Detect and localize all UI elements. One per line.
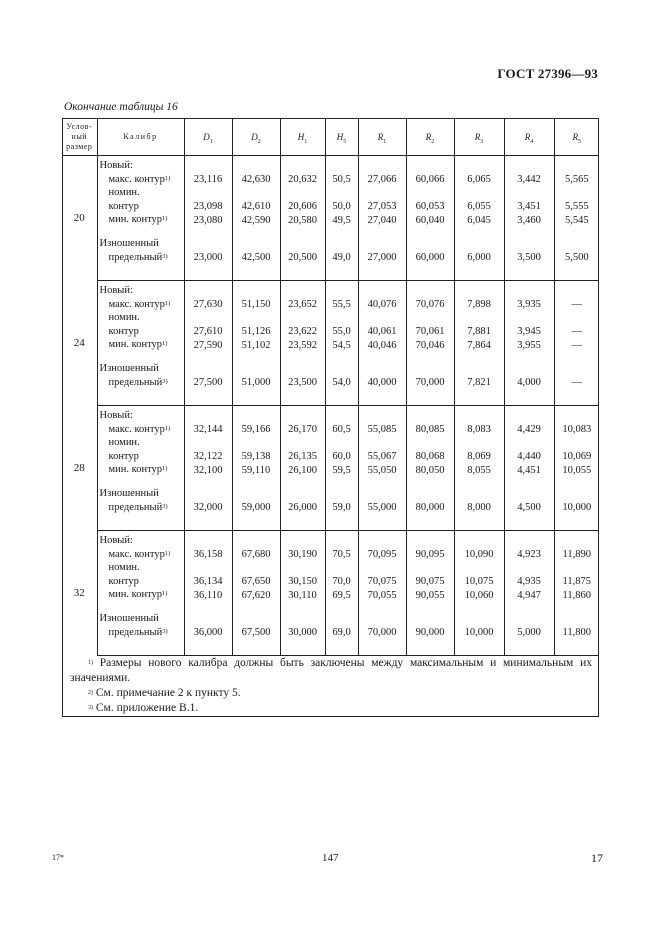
value-min: 11,860 (562, 589, 591, 601)
value-nominal: 70,0 (332, 576, 351, 587)
value-min: 40,046 (367, 339, 397, 351)
value-nominal: 55,067 (367, 451, 397, 462)
footer-standard-page: 17 (591, 851, 603, 865)
value-cell (454, 234, 504, 281)
value-min: 36,110 (193, 589, 223, 601)
label-contour: контур (108, 325, 139, 337)
value-worn: 59,0 (332, 502, 351, 513)
value-nominal: 90,075 (415, 576, 445, 587)
value-nominal: 80,068 (415, 451, 445, 462)
label-new: Новый: (99, 160, 133, 171)
header-caliber: Калибр (97, 118, 184, 156)
label-new: Новый: (99, 285, 133, 296)
value-cell (325, 281, 358, 360)
value-nominal: 4,440 (517, 451, 541, 462)
value-worn: 4,500 (517, 502, 541, 513)
label-worn: Изношенный (99, 613, 159, 624)
value-min: 4,947 (517, 589, 541, 601)
value-cell (554, 406, 599, 485)
footer-page-number: 147 (322, 852, 339, 864)
value-cell (454, 531, 504, 610)
table-row-worn-20 (62, 234, 599, 281)
value-cell (358, 359, 406, 406)
value-cell (358, 156, 406, 235)
value-max: 40,076 (367, 299, 397, 310)
value-worn: 5,000 (517, 627, 541, 638)
caliber-new-label (97, 281, 184, 360)
table-row-worn-28 (62, 484, 599, 531)
value-worn: 10,000 (464, 627, 494, 638)
header-r4: $R_4$ (504, 118, 554, 156)
value-cell (325, 234, 358, 281)
value-min: 90,055 (415, 589, 445, 601)
value-cell (325, 406, 358, 485)
value-nominal: 32,122 (193, 451, 223, 462)
value-cell (184, 531, 232, 610)
value-worn: 27,500 (193, 377, 223, 388)
value-cell (232, 406, 280, 485)
value-cell (454, 359, 504, 406)
value-cell (554, 234, 599, 281)
table-notes (70, 656, 592, 716)
value-cell (454, 484, 504, 531)
label-max-contour: макс. контур$^{1)}$ (108, 173, 171, 185)
value-cell (504, 359, 554, 406)
label-max-contour: макс. контур$^{1)}$ (108, 548, 171, 560)
value-worn: 49,0 (332, 252, 351, 263)
value-max: 55,085 (367, 424, 397, 435)
value-max: 30,190 (288, 549, 317, 560)
value-min: 42,590 (241, 214, 271, 226)
value-min: 10,060 (464, 589, 494, 601)
value-nominal: 20,606 (288, 201, 317, 212)
value-min: 32,100 (193, 464, 223, 476)
value-max: 23,652 (288, 299, 317, 310)
caliber-worn-label (97, 609, 184, 656)
value-cell (280, 234, 325, 281)
value-max: 4,429 (517, 424, 541, 435)
value-cell (358, 484, 406, 531)
label-limit: предельный$^{3)}$ (108, 626, 168, 638)
value-nominal: 51,126 (241, 326, 271, 337)
value-nominal: 7,881 (467, 326, 491, 337)
value-worn: 36,000 (193, 627, 223, 638)
value-max: 26,170 (288, 424, 317, 435)
value-cell (504, 484, 554, 531)
value-worn: 32,000 (193, 502, 223, 513)
header-d1: $D_1$ (184, 118, 232, 156)
value-min: 54,5 (332, 339, 351, 351)
value-cell (280, 406, 325, 485)
value-cell (504, 406, 554, 485)
value-min: 70,055 (367, 589, 397, 601)
value-max: — (571, 299, 582, 310)
caliber-new-label (97, 156, 184, 235)
value-min: 67,620 (241, 589, 271, 601)
value-max: 51,150 (241, 299, 271, 310)
value-nominal: 3,451 (517, 201, 541, 212)
value-cell (406, 234, 454, 281)
value-nominal: 23,098 (193, 201, 223, 212)
value-nominal: 27,610 (193, 326, 223, 337)
value-nominal: 59,138 (241, 451, 271, 462)
value-nominal: 11,875 (562, 576, 591, 587)
value-min: 3,955 (517, 339, 541, 351)
nominal-size-cell: 20 (62, 156, 97, 281)
value-max: 5,565 (564, 174, 589, 185)
label-worn: Изношенный (99, 238, 159, 249)
value-cell (184, 234, 232, 281)
caliber-new-label (97, 406, 184, 485)
table-row-new-20 (62, 156, 599, 235)
label-limit: предельный$^{3)}$ (108, 501, 168, 513)
value-worn: 7,821 (467, 377, 491, 388)
value-cell (232, 156, 280, 235)
value-cell (504, 156, 554, 235)
value-min: 27,590 (193, 339, 223, 351)
note-3: $^{3)}$ См. приложение В.1. (88, 702, 199, 714)
value-min: 60,040 (415, 214, 445, 226)
caliber-worn-label (97, 234, 184, 281)
value-cell (232, 484, 280, 531)
value-worn: 51,000 (241, 377, 271, 388)
label-min-contour: мин. контур$^{1)}$ (108, 589, 168, 600)
value-max: 42,630 (241, 174, 271, 185)
value-worn: 70,000 (415, 377, 445, 388)
value-nominal: 23,622 (288, 326, 317, 337)
value-nominal: 5,555 (564, 201, 589, 212)
label-min-contour: мин. контур$^{1)}$ (108, 214, 168, 225)
value-nominal: 6,055 (467, 201, 491, 212)
value-min: 49,5 (332, 214, 351, 226)
value-min: 27,040 (367, 214, 397, 226)
value-cell (280, 359, 325, 406)
value-min: — (571, 339, 582, 351)
value-cell (280, 281, 325, 360)
value-min: 8,055 (467, 464, 491, 476)
label-limit: предельный$^{3)}$ (108, 251, 168, 263)
value-cell (184, 609, 232, 656)
nominal-size-cell: 32 (62, 531, 97, 656)
label-nominal: номин. (108, 562, 140, 573)
value-cell (280, 531, 325, 610)
label-worn: Изношенный (99, 488, 159, 499)
value-cell (554, 281, 599, 360)
value-max: 27,630 (193, 299, 223, 310)
value-max: 90,095 (415, 549, 445, 560)
table-row-new-24 (62, 281, 599, 360)
value-nominal: 60,0 (332, 451, 351, 462)
value-nominal: 4,935 (517, 576, 541, 587)
value-worn: 27,000 (367, 252, 397, 263)
value-min: 23,592 (288, 339, 317, 351)
value-worn: 59,000 (241, 502, 271, 513)
value-cell (406, 281, 454, 360)
value-nominal: 50,0 (332, 201, 351, 212)
value-max: 59,166 (241, 424, 271, 435)
value-cell (554, 484, 599, 531)
label-nominal: номин. (108, 312, 140, 323)
value-min: 55,050 (367, 464, 397, 476)
value-worn: 80,000 (415, 502, 445, 513)
value-min: 51,102 (241, 339, 271, 351)
value-cell (358, 234, 406, 281)
label-min-contour: мин. контур$^{1)}$ (108, 339, 168, 350)
header-r2: $R_2$ (406, 118, 454, 156)
note-1: $^{1)}$ Размеры нового калибра должны быть заключены между максимальным и минимальным их значениями. (70, 657, 592, 684)
table-row-new-28 (62, 406, 599, 485)
value-worn: 6,000 (467, 252, 491, 263)
note-2: $^{2)}$ См. примечание 2 к пункту 5. (88, 687, 241, 699)
value-cell (358, 406, 406, 485)
standard-title: ГОСТ 27396—93 (497, 66, 598, 81)
value-min: 7,864 (467, 339, 491, 351)
value-min: 30,110 (288, 589, 317, 601)
value-cell (325, 609, 358, 656)
value-max: 20,632 (288, 174, 317, 185)
value-cell (504, 234, 554, 281)
value-nominal: 67,650 (241, 576, 271, 587)
value-min: 70,046 (415, 339, 445, 351)
header-h5: $H_5$ (325, 118, 358, 156)
label-new: Новый: (99, 410, 133, 421)
value-cell (325, 531, 358, 610)
value-worn: 40,000 (367, 377, 397, 388)
value-max: 70,076 (415, 299, 445, 310)
header-h1: $H_1$ (280, 118, 325, 156)
value-cell (184, 406, 232, 485)
value-cell (504, 531, 554, 610)
value-worn: 11,800 (562, 627, 591, 638)
value-nominal: 30,150 (288, 576, 317, 587)
value-worn: 23,000 (193, 252, 223, 263)
value-nominal: 10,069 (562, 451, 592, 462)
value-nominal: 26,135 (288, 451, 317, 462)
value-cell (454, 281, 504, 360)
value-max: 70,5 (332, 549, 351, 560)
value-max: 32,144 (193, 424, 223, 435)
value-min: 6,045 (467, 214, 491, 226)
table-row-worn-32 (62, 609, 599, 656)
value-max: 27,066 (367, 174, 397, 185)
value-worn: 8,000 (467, 502, 491, 513)
value-max: 8,083 (467, 424, 491, 435)
table-row-new-32 (62, 531, 599, 610)
value-worn: 42,500 (241, 252, 271, 263)
value-cell (184, 156, 232, 235)
value-worn: 67,500 (241, 627, 271, 638)
header-r3: $R_3$ (454, 118, 504, 156)
value-min: 59,110 (241, 464, 271, 476)
header-d2: $D_2$ (232, 118, 280, 156)
value-worn: 10,000 (562, 502, 592, 513)
value-cell (184, 281, 232, 360)
nominal-size-cell: 24 (62, 281, 97, 406)
value-nominal: 40,061 (367, 326, 397, 337)
value-min: 23,080 (193, 214, 223, 226)
value-max: 10,083 (562, 424, 592, 435)
value-max: 50,5 (332, 174, 351, 185)
value-cell (504, 281, 554, 360)
value-cell (454, 406, 504, 485)
value-min: 4,451 (517, 464, 541, 476)
value-cell (406, 531, 454, 610)
value-cell (504, 609, 554, 656)
value-nominal: 8,069 (467, 451, 491, 462)
value-max: 23,116 (193, 174, 223, 185)
label-max-contour: макс. контур$^{1)}$ (108, 423, 171, 435)
table-header-row (62, 118, 599, 156)
value-nominal: 3,945 (517, 326, 541, 337)
value-max: 80,085 (415, 424, 445, 435)
value-cell (232, 281, 280, 360)
label-max-contour: макс. контур$^{1)}$ (108, 298, 171, 310)
footer-sheet-mark: 17* (52, 853, 64, 862)
value-max: 11,890 (562, 549, 591, 560)
label-nominal: номин. (108, 187, 140, 198)
value-cell (280, 156, 325, 235)
value-cell (358, 609, 406, 656)
value-cell (406, 359, 454, 406)
value-worn: 5,500 (564, 252, 589, 263)
value-max: 6,065 (467, 174, 491, 185)
value-worn: 26,000 (288, 502, 317, 513)
value-cell (454, 156, 504, 235)
value-cell (554, 531, 599, 610)
caliber-worn-label (97, 359, 184, 406)
value-min: 26,100 (288, 464, 317, 476)
label-contour: контур (108, 200, 139, 212)
value-cell (280, 484, 325, 531)
label-new: Новый: (99, 535, 133, 546)
value-max: 10,090 (464, 549, 494, 560)
value-max: 7,898 (467, 299, 491, 310)
value-cell (325, 484, 358, 531)
value-cell (406, 484, 454, 531)
dimensions-table (62, 118, 599, 656)
value-nominal: 60,053 (415, 201, 445, 212)
value-worn: 54,0 (332, 377, 351, 388)
value-cell (554, 156, 599, 235)
value-worn: 30,000 (288, 627, 317, 638)
table-row-worn-24 (62, 359, 599, 406)
value-min: 5,545 (564, 214, 589, 226)
value-worn: 3,500 (517, 252, 541, 263)
value-cell (184, 484, 232, 531)
value-nominal: 42,610 (241, 201, 271, 212)
value-cell (184, 359, 232, 406)
value-max: 60,5 (332, 424, 351, 435)
value-cell (280, 609, 325, 656)
value-max: 55,5 (332, 299, 351, 310)
value-cell (454, 609, 504, 656)
label-worn: Изношенный (99, 363, 159, 374)
value-min: 3,460 (517, 214, 541, 226)
value-max: 3,935 (517, 299, 541, 310)
value-cell (232, 359, 280, 406)
value-max: 3,442 (517, 174, 541, 185)
value-cell (232, 234, 280, 281)
value-max: 60,066 (415, 174, 445, 185)
label-min-contour: мин. контур$^{1)}$ (108, 464, 168, 475)
value-nominal: 55,0 (332, 326, 351, 337)
value-max: 67,680 (241, 549, 271, 560)
value-worn: 55,000 (367, 502, 397, 513)
label-limit: предельный$^{3)}$ (108, 376, 168, 388)
value-worn: 70,000 (367, 627, 397, 638)
value-nominal: — (571, 326, 582, 337)
value-cell (232, 609, 280, 656)
value-worn: 20,500 (288, 252, 317, 263)
value-worn: 60,000 (415, 252, 445, 263)
nominal-size-cell: 28 (62, 406, 97, 531)
table-caption: Окончание таблицы 16 (64, 101, 178, 113)
value-nominal: 70,061 (415, 326, 445, 337)
label-contour: контур (108, 450, 139, 462)
value-worn: 23,500 (288, 377, 317, 388)
value-cell (554, 359, 599, 406)
value-cell (406, 406, 454, 485)
value-cell (406, 156, 454, 235)
value-min: 80,050 (415, 464, 445, 476)
value-cell (358, 531, 406, 610)
value-cell (358, 281, 406, 360)
value-worn: 69,0 (332, 627, 351, 638)
value-worn: — (571, 377, 582, 388)
value-max: 70,095 (367, 549, 397, 560)
value-max: 36,158 (193, 549, 223, 560)
value-min: 10,055 (562, 464, 592, 476)
value-nominal: 27,053 (367, 201, 397, 212)
label-contour: контур (108, 575, 139, 587)
caliber-new-label (97, 531, 184, 610)
value-nominal: 70,075 (367, 576, 397, 587)
value-min: 69,5 (332, 589, 351, 601)
value-max: 4,923 (517, 549, 541, 560)
value-nominal: 36,134 (193, 576, 223, 587)
value-worn: 4,000 (517, 377, 541, 388)
value-min: 20,580 (288, 214, 317, 226)
caliber-worn-label (97, 484, 184, 531)
value-cell (325, 359, 358, 406)
label-nominal: номин. (108, 437, 140, 448)
value-min: 59,5 (332, 464, 351, 476)
value-cell (406, 609, 454, 656)
value-cell (554, 609, 599, 656)
value-worn: 90,000 (415, 627, 445, 638)
header-nominal-size: Услов- ный размер (62, 118, 97, 156)
value-cell (232, 531, 280, 610)
value-nominal: 10,075 (464, 576, 494, 587)
value-cell (325, 156, 358, 235)
header-r5: $R_5$ (554, 118, 599, 156)
header-r1: $R_1$ (358, 118, 406, 156)
